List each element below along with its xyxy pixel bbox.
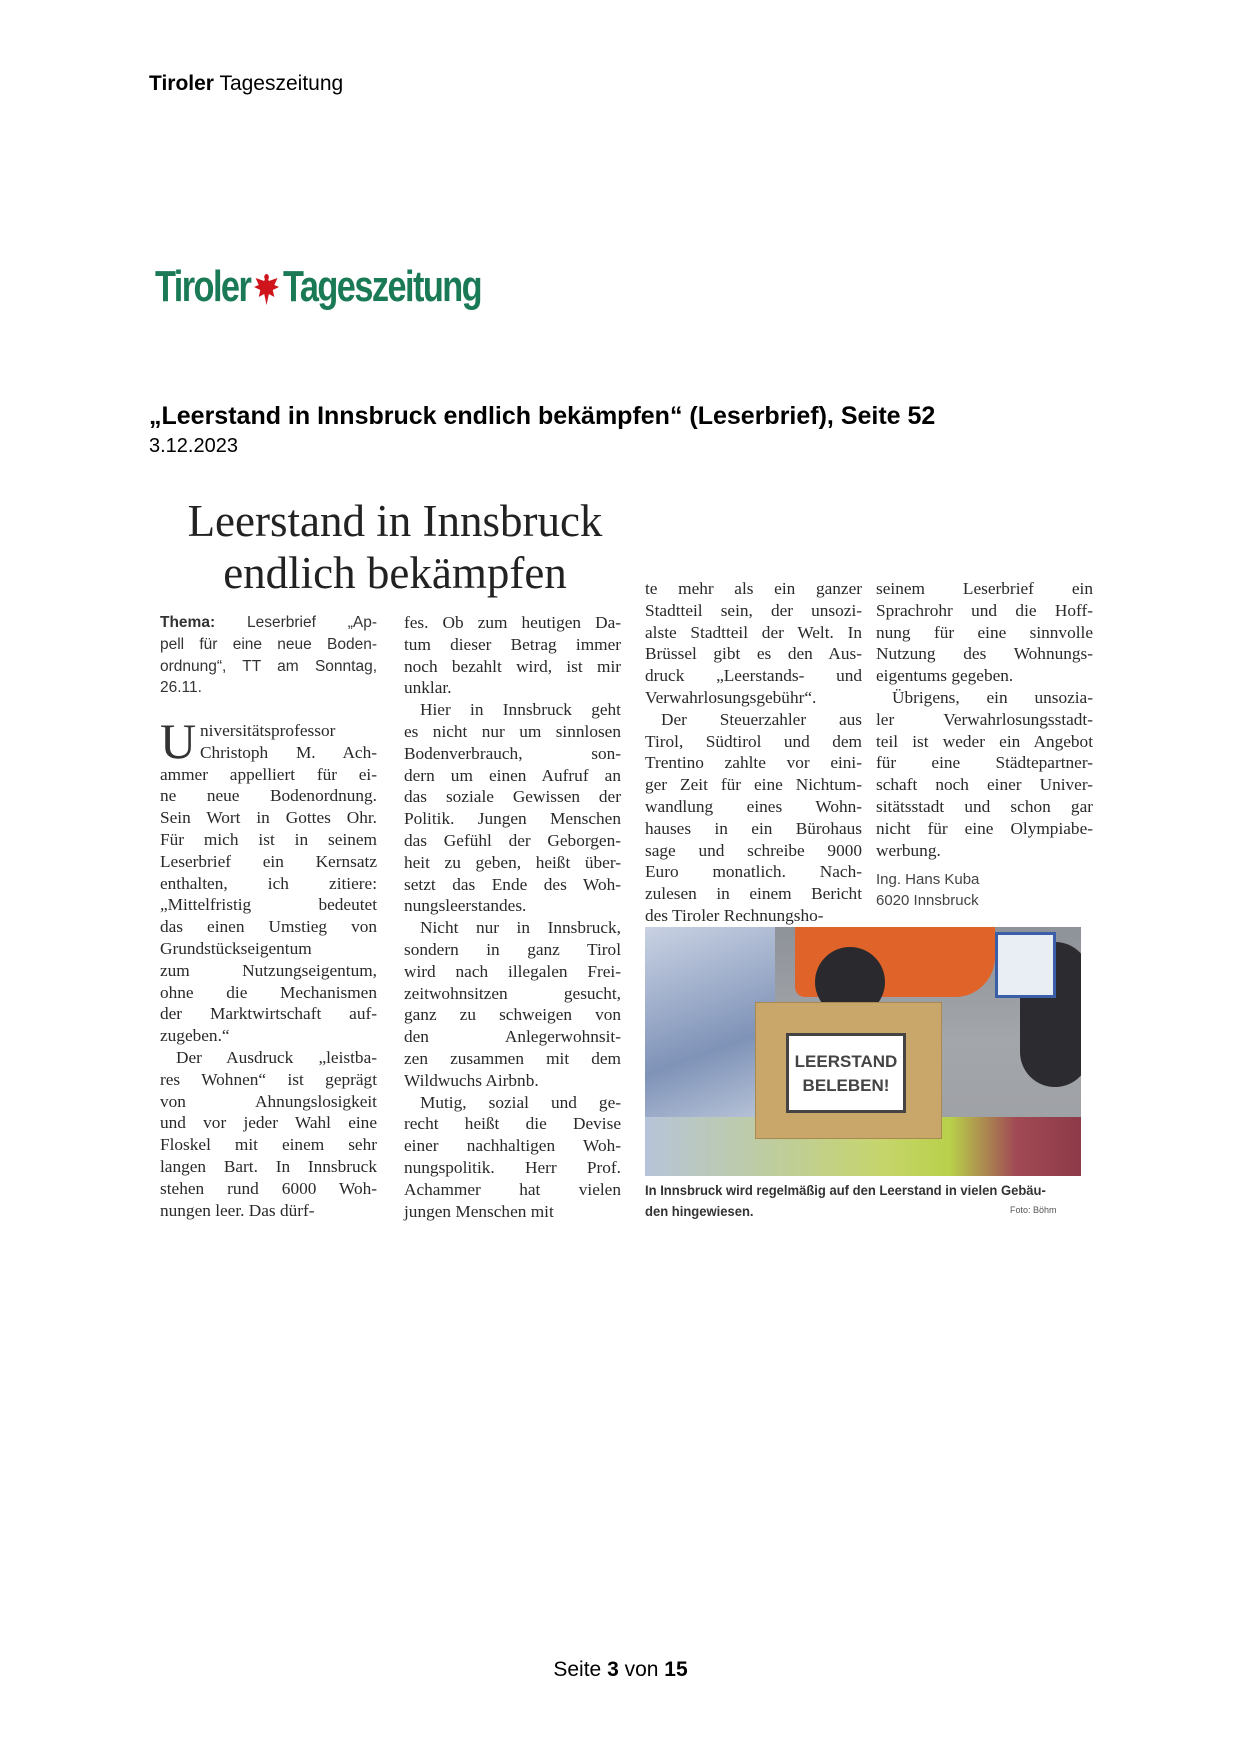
logo-text-left: Tiroler: [155, 262, 251, 311]
current-page: 3: [607, 1658, 619, 1681]
article-line: ne neue Bodenordnung.: [160, 786, 377, 806]
article-headline: [160, 495, 630, 599]
article-line: niversitätsprofessor: [200, 721, 336, 740]
article-line: von Ahnungslosigkeit: [160, 1091, 377, 1111]
article-line: Christoph M. Ach-: [200, 742, 377, 762]
article-line: wandlung eines Wohn-: [645, 796, 862, 816]
article-line: zum Nutzungseigentum,: [160, 960, 377, 980]
article-line: ger Zeit für eine Nichtum-: [645, 775, 862, 795]
article-line: jungen Menschen mit: [404, 1201, 554, 1221]
article-line: Der Ausdruck „leistba-: [176, 1047, 377, 1067]
article-line: res Wohnen“ ist geprägt: [160, 1069, 377, 1089]
article-line: ganz zu schweigen von: [404, 1005, 621, 1025]
article-line: stehen rund 6000 Woh-: [160, 1178, 377, 1198]
thema-label: Thema:: [160, 614, 216, 631]
article-line: das Gefühl der Geborgen-: [404, 830, 621, 850]
article-line: schaft noch einer Univer-: [876, 775, 1093, 795]
tyrolean-eagle-icon: [253, 268, 280, 306]
publication-name-bold: Tiroler: [149, 72, 214, 95]
article-line: Grundstückseigentum: [160, 938, 312, 958]
article-line: zen zusammen mit dem: [404, 1048, 621, 1068]
headline-line: endlich bekämpfen: [223, 548, 567, 598]
caption-line: den hingewiesen.: [645, 1203, 754, 1219]
sign-text: LEERSTAND: [794, 1052, 898, 1071]
article-line: ohne die Mechanismen: [160, 982, 377, 1002]
article-line: Wildwuchs Airbnb.: [404, 1070, 539, 1090]
article-line: nungspolitik. Herr Prof.: [404, 1157, 621, 1177]
article-line: Leserbrief ein Kernsatz: [160, 851, 377, 871]
article-line: nung für eine sinnvolle: [876, 622, 1093, 642]
publication-name-rest: Tageszeitung: [219, 72, 344, 95]
article-line: setzt das Ende des Woh-: [404, 874, 621, 894]
article-line: werbung.: [876, 840, 941, 860]
photo-license-plate: [995, 932, 1056, 998]
article-line: Sein Wort in Gottes Ohr.: [160, 808, 377, 828]
article-photo: [645, 927, 1081, 1176]
article-line: Sprachrohr und die Hoff-: [876, 600, 1093, 620]
article-line: seinem Leserbrief ein: [876, 579, 1093, 598]
article-line: wird nach illegalen Frei-: [404, 961, 621, 981]
article-line: ler Verwahrlosungsstadt-: [876, 709, 1093, 729]
article-line: eigentums gegeben.: [876, 666, 1014, 686]
article-line: zulesen in einem Bericht: [645, 884, 862, 904]
article-line: und vor jeder Wahl eine: [160, 1113, 377, 1133]
thema-line: ordnung“, TT am Sonntag,: [160, 657, 377, 675]
article-line: heit zu geben, heißt über-: [404, 852, 621, 872]
article-line: Bodenverbrauch, son-: [404, 743, 621, 763]
article-line: nungsleerstandes.: [404, 896, 527, 916]
article-line: Trentino zahlte vor eini-: [645, 753, 862, 773]
article-line: einer nachhaltigen Woh-: [404, 1136, 621, 1156]
article-line: Achammer hat vielen: [404, 1179, 621, 1199]
article-line: das soziale Gewissen der: [404, 787, 621, 807]
sign-text: BELEBEN!: [802, 1076, 890, 1095]
article-column-3: [645, 578, 862, 927]
article-line: sage und schreibe 9000: [645, 840, 862, 860]
photo-caption: [645, 1180, 1082, 1222]
thema-line: 26.11.: [160, 679, 202, 697]
article-line: druck „Leerstands- und: [645, 666, 862, 686]
thema-line: Leserbrief „Ap-: [246, 614, 378, 631]
drop-cap: U: [160, 713, 197, 769]
article-line: nicht für eine Olympiabe-: [876, 818, 1093, 838]
article-line: Verwahrlosungsgebühr“.: [645, 687, 817, 707]
article-column-2: [404, 612, 621, 1222]
article-line: Nicht nur in Innsbruck,: [420, 918, 621, 938]
article-line: Für mich ist in seinem: [160, 829, 377, 849]
total-pages: 15: [664, 1658, 688, 1681]
article-line: alste Stadtteil der Welt. In: [645, 622, 862, 642]
article-line: für eine Städtepartner-: [876, 753, 1093, 773]
article-line: hauses in ein Bürohaus: [645, 818, 862, 838]
thema-block: [160, 612, 377, 699]
article-line: es nicht nur um sinnlosen: [404, 721, 621, 741]
article-line: Der Steuerzahler aus: [661, 709, 862, 729]
article-line: Tirol, Südtirol und dem: [645, 731, 862, 751]
document-title: „Leerstand in Innsbruck endlich bekämpfen“ (Leserbrief), Seite 52: [149, 402, 936, 430]
article-line: des Tiroler Rechnungsho-: [645, 905, 824, 925]
article-line: Mutig, sozial und ge-: [420, 1092, 621, 1112]
page-footer: [0, 1658, 1241, 1682]
article-line: der Marktwirtschaft auf-: [160, 1004, 377, 1024]
article-line: zugeben.“: [160, 1026, 230, 1046]
signature-place: 6020 Innsbruck: [876, 892, 979, 909]
footer-prefix: Seite: [553, 1658, 602, 1681]
article-line: Übrigens, ein unsozia-: [892, 687, 1093, 707]
article-column-4: [876, 578, 1093, 861]
article-line: ammer appelliert für ei-: [160, 764, 377, 784]
article-line: unklar.: [404, 678, 452, 698]
article-line: Hier in Innsbruck geht: [420, 700, 621, 720]
article-line: noch bezahlt wird, ist mir: [404, 656, 621, 676]
article-line: das einen Umstieg von: [160, 917, 377, 937]
letter-signature: [876, 869, 979, 911]
article-line: Floskel mit einem sehr: [160, 1135, 377, 1155]
article-line: tum dieser Betrag immer: [404, 634, 621, 654]
article-line: „Mittelfristig bedeutet: [160, 895, 377, 915]
thema-line: pell für eine neue Boden-: [160, 635, 377, 653]
article-line: Nutzung des Wohnungs-: [876, 644, 1093, 664]
article-line: te mehr als ein ganzer: [645, 579, 862, 598]
article-line: zeitwohnsitzen gesucht,: [404, 983, 621, 1003]
caption-line: In Innsbruck wird regelmäßig auf den Leerstand in vielen Gebäu-: [645, 1182, 1046, 1198]
article-line: Brüssel gibt es den Aus-: [645, 644, 862, 664]
newspaper-logo: [155, 262, 481, 312]
article-line: Politik. Jungen Menschen: [404, 809, 621, 829]
photo-sign: [786, 1033, 906, 1113]
article-line: sondern in ganz Tirol: [404, 939, 621, 959]
article-line: fes. Ob zum heutigen Da-: [404, 613, 621, 632]
article-line: sitätsstadt und schon gar: [876, 796, 1093, 816]
article-line: Euro monatlich. Nach-: [645, 862, 862, 882]
logo-text-right: Tageszeitung: [283, 262, 482, 311]
article-line: Stadtteil sein, der unsozi-: [645, 600, 862, 620]
article-line: recht heißt die Devise: [404, 1114, 621, 1134]
footer-middle: von: [624, 1658, 659, 1681]
article-line: den Anlegerwohnsit-: [404, 1027, 621, 1047]
headline-line: Leerstand in Innsbruck: [187, 496, 603, 546]
publication-name: [149, 72, 343, 96]
article-line: dern um einen Aufruf an: [404, 765, 621, 785]
signature-name: Ing. Hans Kuba: [876, 871, 980, 888]
article-line: langen Bart. In Innsbruck: [160, 1156, 377, 1176]
article-line: enthalten, ich zitiere:: [160, 873, 377, 893]
photo-credit: Foto: Böhm: [1010, 1205, 1057, 1215]
photo-cardboard-box: [755, 1002, 942, 1139]
article-line: nungen leer. Das dürf-: [160, 1200, 315, 1220]
document-date: 3.12.2023: [149, 435, 238, 457]
article-line: teil ist weder ein Angebot: [876, 731, 1093, 751]
article-column-1: [160, 713, 377, 1221]
